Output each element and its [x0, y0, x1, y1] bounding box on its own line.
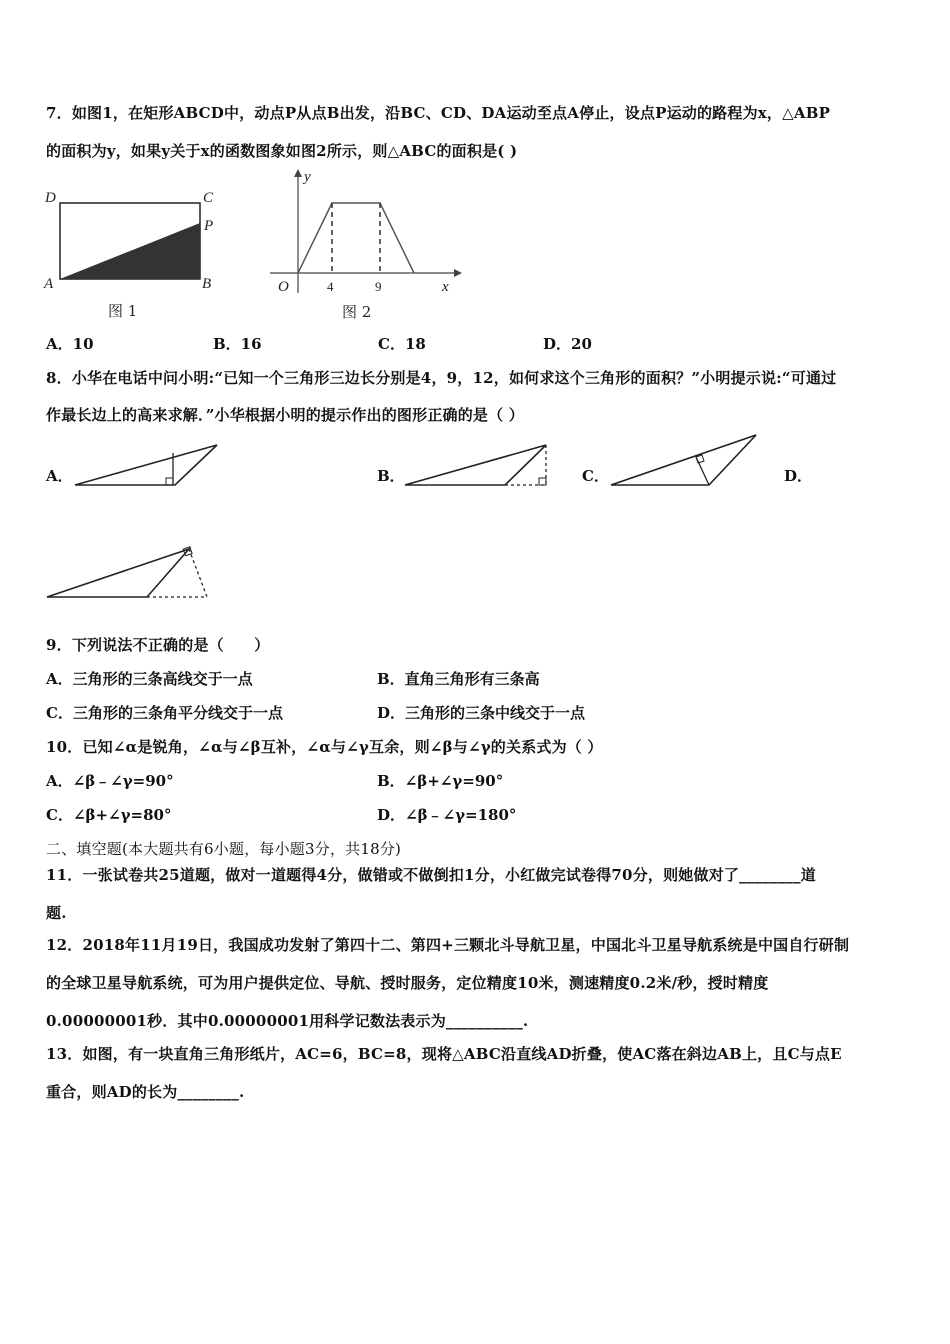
- q11-stem-line2: 题.: [46, 904, 67, 922]
- q8-option-b[interactable]: B．: [377, 467, 405, 485]
- q7-figure-2: [262, 165, 472, 325]
- function-graph: [298, 203, 414, 273]
- q8-figure-d: [44, 542, 219, 604]
- figure-1-caption: 图 1: [108, 302, 138, 320]
- label-d: D: [45, 190, 56, 206]
- shaded-triangle-abp: [60, 223, 200, 279]
- q10-option-d[interactable]: D．∠β﹣∠γ=180°: [377, 806, 517, 824]
- label-b: B: [202, 276, 212, 292]
- q8-option-c[interactable]: C．: [582, 467, 609, 485]
- q9-option-b[interactable]: B．直角三角形有三条高: [377, 670, 540, 688]
- q8-stem-line2: 作最长边上的高来求解．”小华根据小明的提示作出的图形正确的是（ ）: [46, 406, 524, 424]
- q9-option-a[interactable]: A．三角形的三条高线交于一点: [46, 670, 253, 688]
- q7-stem-line1: 7．如图1，在矩形ABCD中，动点P从点B出发，沿BC、CD、DA运动至点A停止，设点P运动的路程为x，△ABP: [46, 104, 831, 122]
- q8-figure-c: [606, 432, 766, 492]
- q13-stem-line2: 重合，则AD的长为________.: [46, 1083, 245, 1101]
- label-c: C: [203, 190, 214, 206]
- q7-option-d[interactable]: D．20: [543, 335, 592, 353]
- q11-stem-line1: 11．一张试卷共25道题，做对一道题得4分，做错或不做倒扣1分，小红做完试卷得70分，则她做对了________道: [46, 866, 816, 884]
- q7-option-c[interactable]: C．18: [378, 335, 426, 353]
- section-2-heading: 二、填空题(本大题共有6小题，每小题3分，共18分): [46, 840, 402, 858]
- q10-stem: 10．已知∠α是锐角，∠α与∠β互补，∠α与∠γ互余，则∠β与∠γ的关系式为（ ）: [46, 738, 603, 756]
- label-p: P: [204, 218, 214, 234]
- q7-stem-line2: 的面积为y，如果y关于x的函数图象如图2所示，则△ABC的面积是( ): [46, 142, 518, 160]
- q12-stem-line3: 0.00000001秒．其中0.00000001用科学记数法表示为__________.: [46, 1012, 529, 1030]
- q12-stem-line1: 12．2018年11月19日，我国成功发射了第四十二、第四+三颗北斗导航卫星，中国北斗卫星导航系统是中国自行研制: [46, 936, 850, 954]
- q10-option-c[interactable]: C．∠β+∠γ=80°: [46, 806, 172, 824]
- q8-option-a[interactable]: A．: [46, 467, 73, 485]
- y-axis-arrow: [294, 169, 302, 177]
- q7-figure-1: [40, 185, 240, 325]
- q7-option-b[interactable]: B．16: [213, 335, 262, 353]
- figure-2-caption: 图 2: [342, 303, 372, 321]
- q9-option-d[interactable]: D．三角形的三条中线交于一点: [377, 704, 586, 722]
- label-y: y: [304, 169, 311, 185]
- q8-stem-line1: 8．小华在电话中问小明:“已知一个三角形三边长分别是4，9，12，如何求这个三角形的面积？”小明提示说:“可通过: [46, 369, 837, 387]
- q10-option-a[interactable]: A．∠β﹣∠γ=90°: [46, 772, 174, 790]
- q8-figure-b: [400, 440, 560, 495]
- q12-stem-line2: 的全球卫星导航系统，可为用户提供定位、导航、授时服务，定位精度10米，测速精度0.2米/秒，授时精度: [46, 974, 769, 992]
- x-axis-arrow: [454, 269, 462, 277]
- tick-4: 4: [327, 279, 334, 294]
- q8-option-d[interactable]: D．: [784, 467, 813, 485]
- tick-9: 9: [375, 279, 382, 294]
- q7-option-a[interactable]: A．10: [46, 335, 94, 353]
- label-origin: O: [278, 279, 289, 295]
- q9-stem: 9．下列说法不正确的是（ ）: [46, 636, 270, 654]
- q10-option-b[interactable]: B．∠β+∠γ=90°: [377, 772, 504, 790]
- q9-option-c[interactable]: C．三角形的三条角平分线交于一点: [46, 704, 283, 722]
- q8-figure-a: [70, 440, 230, 495]
- label-x: x: [442, 279, 449, 295]
- q13-stem-line1: 13．如图，有一块直角三角形纸片，AC=6，BC=8，现将△ABC沿直线AD折叠，使AC落在斜边AB上，且C与点E: [46, 1045, 842, 1063]
- label-a: A: [44, 276, 54, 292]
